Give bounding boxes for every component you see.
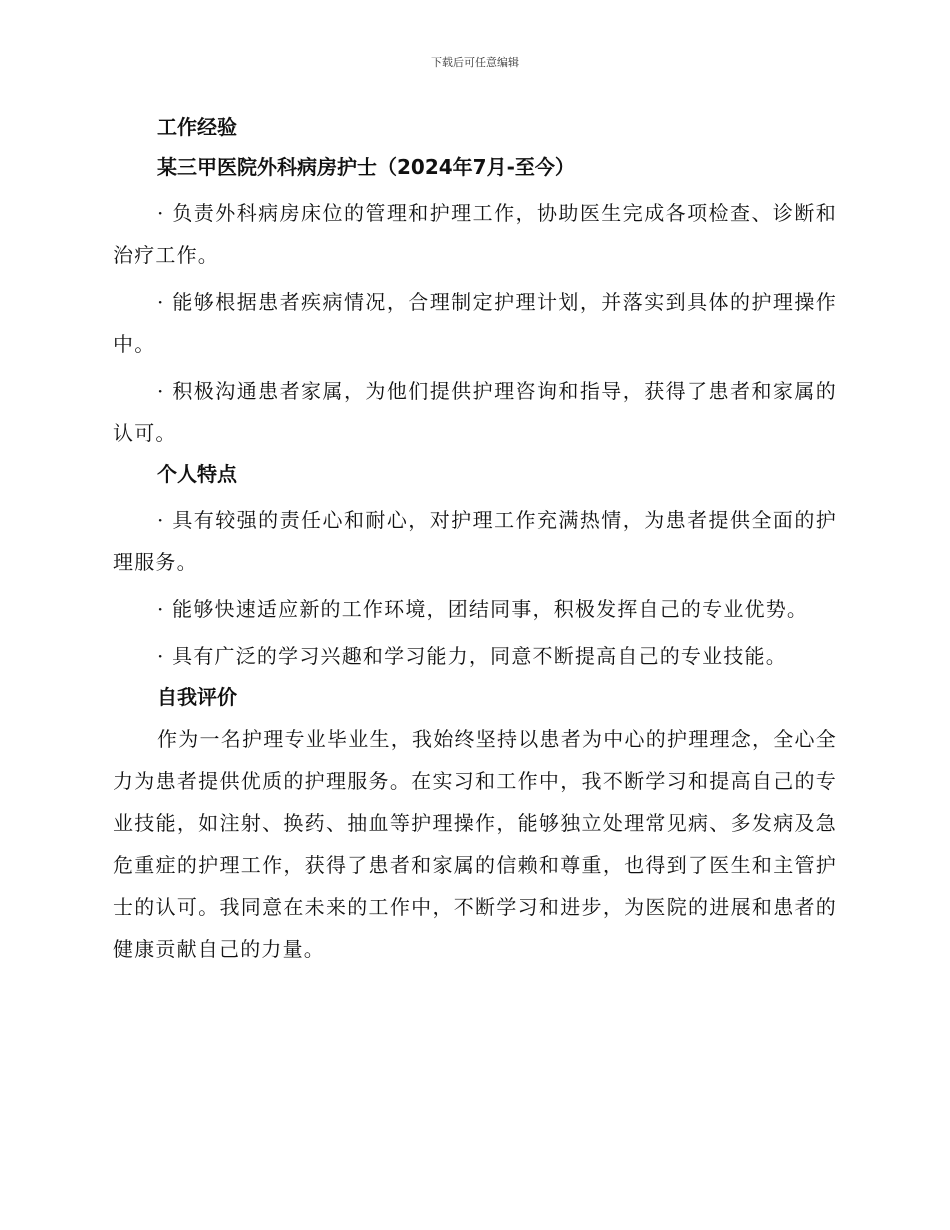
work-bullet: · 积极沟通患者家属，为他们提供护理咨询和指导，获得了患者和家属的认可。 (113, 379, 837, 445)
page-header-note: 下载后可任意编辑 (431, 56, 519, 69)
trait-bullet: · 具有较强的责任心和耐心，对护理工作充满热情，为患者提供全面的护理服务。 (113, 508, 837, 574)
self-evaluation-text: 作为一名护理专业毕业生，我始终坚持以患者为中心的护理理念，全心全力为患者提供优质的护理服务。在实习和工作中，我不断学习和提高自己的专业技能，如注射、换药、抽血等护理操作，能够独立处理常见病、多发病及急危重症的护理工作，获得了患者和家属的信赖和尊重，也得到了医生和主管护士的认可。我同意在未来的工作中，不断学习和进步，为医院的进展和患者的健康贡献自己的力量。 (113, 727, 837, 961)
section-title-self-evaluation: 自我评价 (157, 685, 237, 709)
section-title-work-experience: 工作经验 (157, 115, 237, 139)
resume-content (113, 112, 837, 975)
work-bullet: · 负责外科病房床位的管理和护理工作，协助医生完成各项检查、诊断和治疗工作。 (113, 201, 837, 267)
trait-bullet: · 能够快速适应新的工作环境，团结同事，积极发挥自己的专业优势。 (157, 597, 809, 621)
trait-bullet: · 具有广泛的学习兴趣和学习能力，同意不断提高自己的专业技能。 (157, 644, 787, 668)
job-title: 某三甲医院外科病房护士（2024年7月-至今） (157, 155, 575, 179)
section-title-personal-traits: 个人特点 (157, 462, 237, 486)
work-bullet: · 能够根据患者疾病情况，合理制定护理计划，并落实到具体的护理操作中。 (113, 290, 837, 356)
